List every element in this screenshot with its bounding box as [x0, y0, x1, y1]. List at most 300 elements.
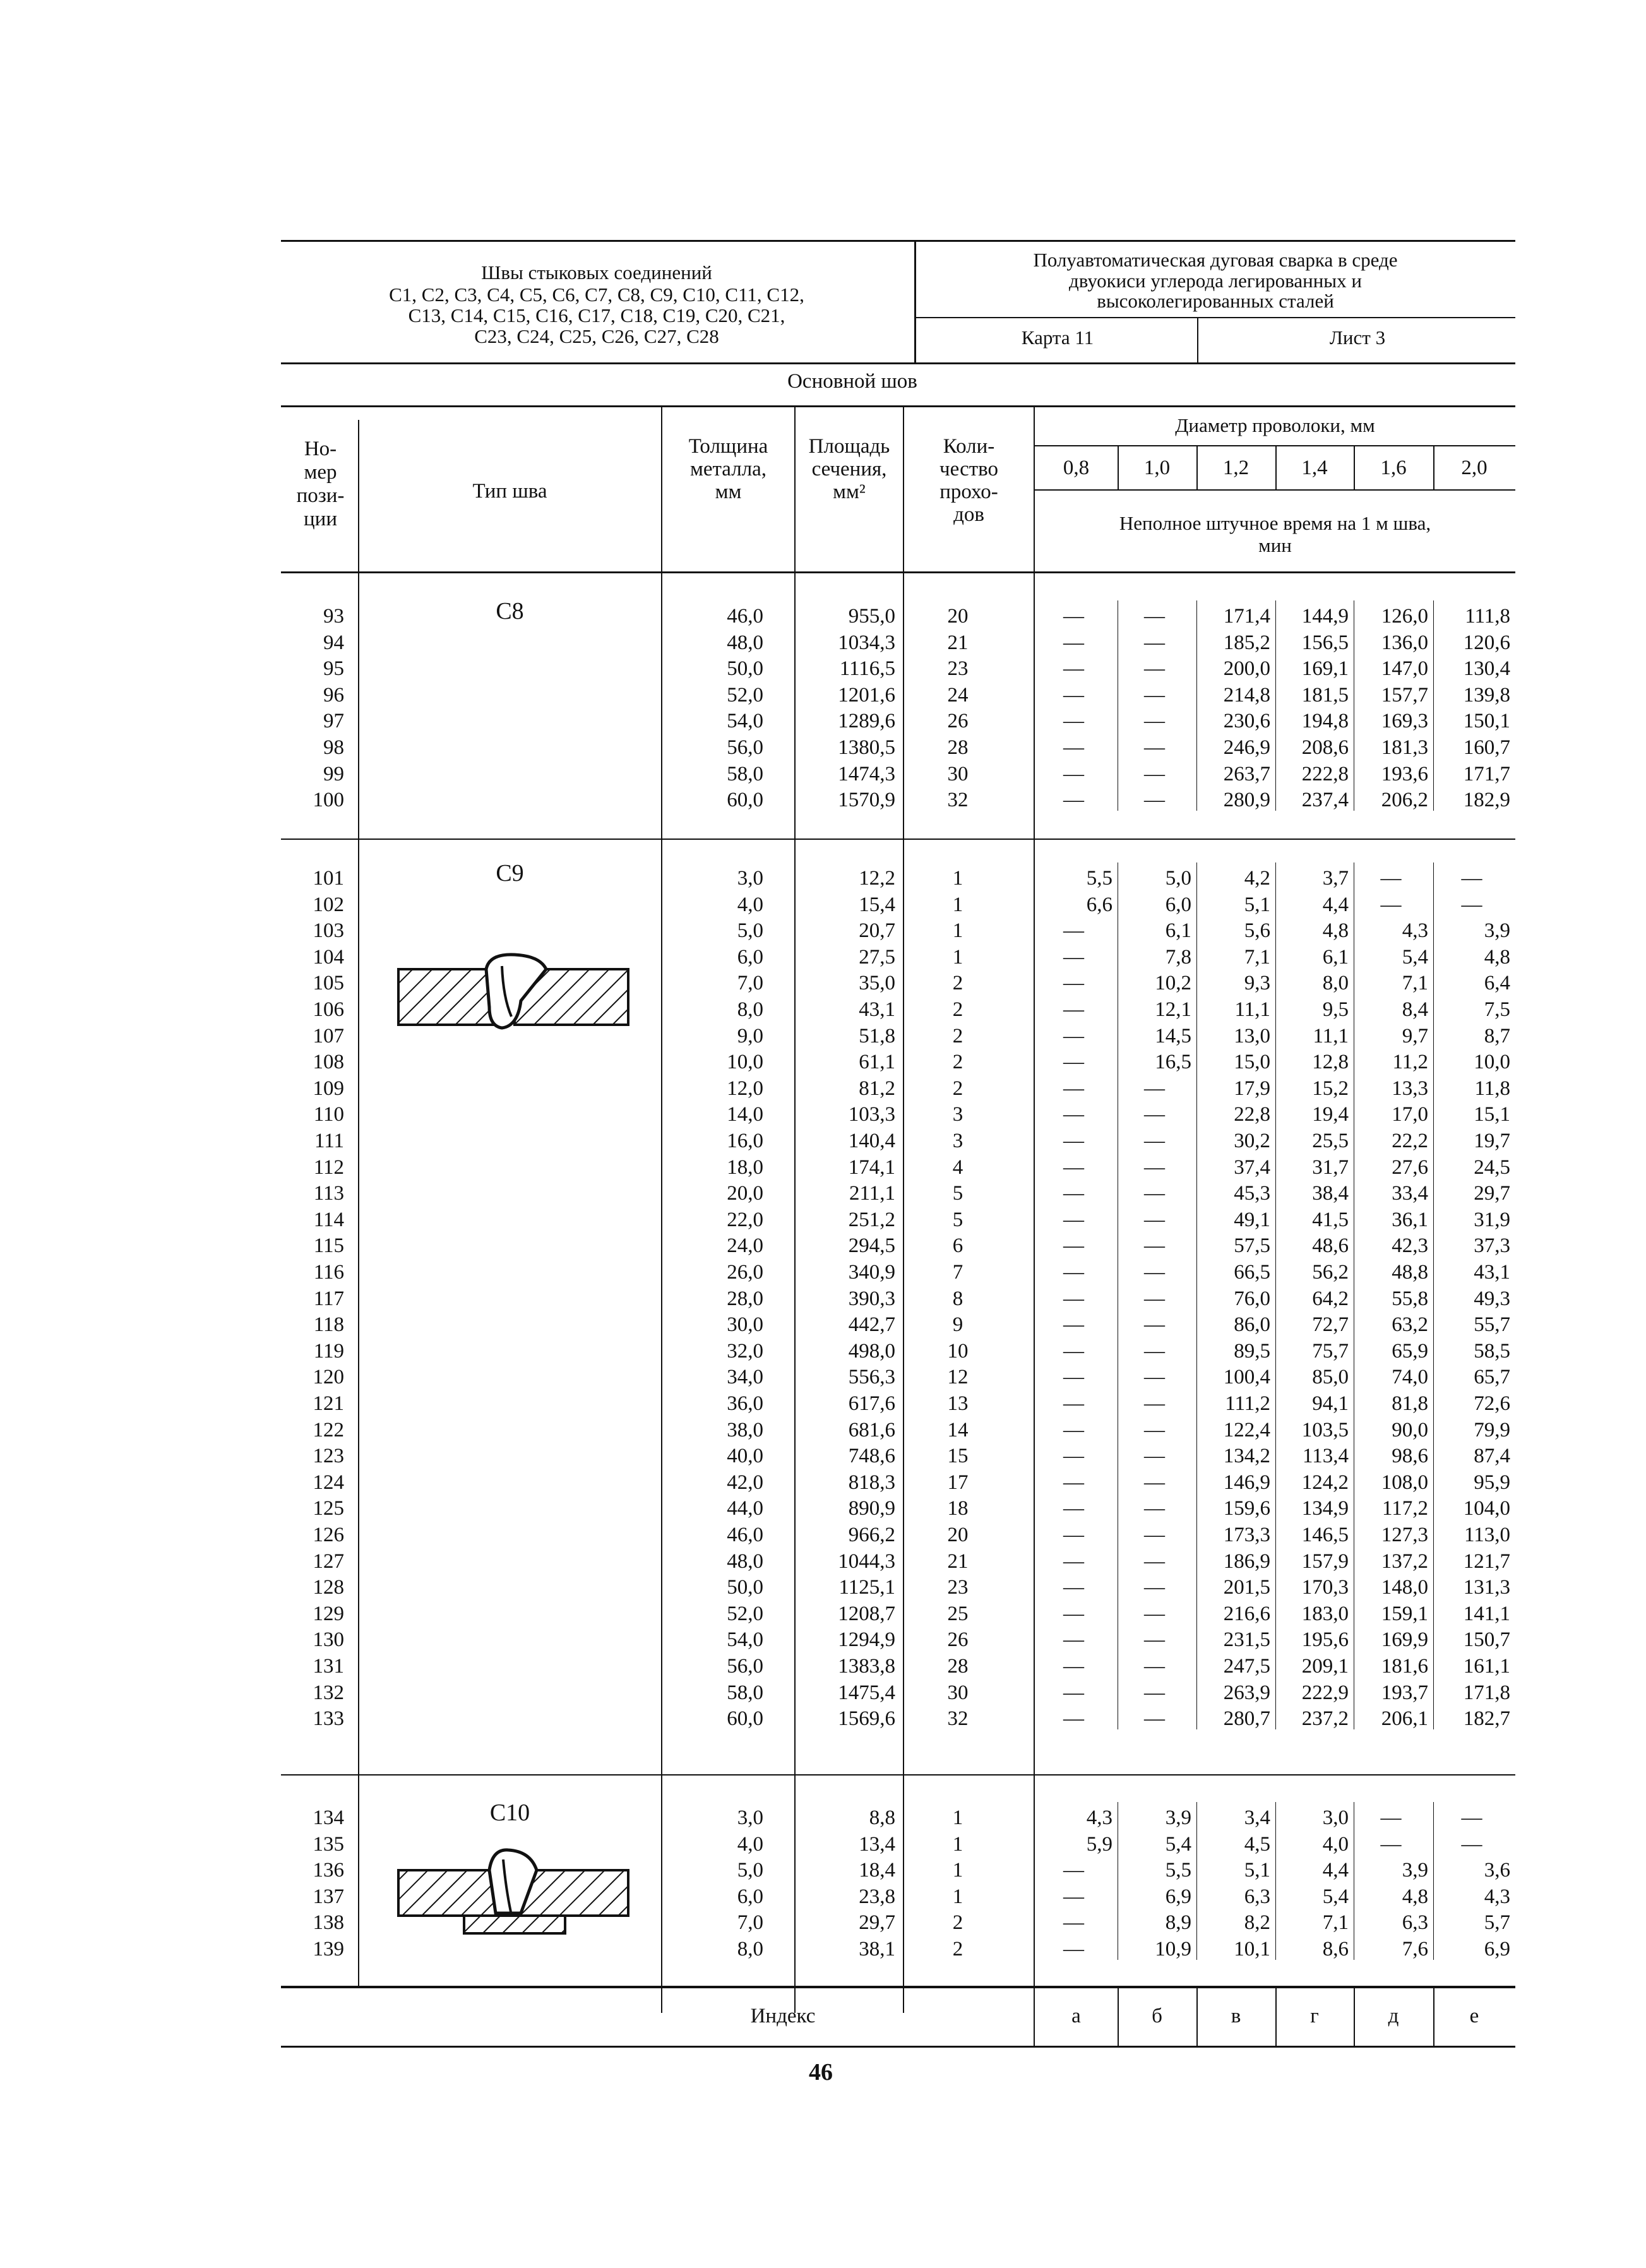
time-cell: — [1144, 1707, 1165, 1730]
thickness-cell: 16,0 [727, 1130, 763, 1152]
area-cell: 35,0 [859, 972, 895, 994]
time-cell: 150,1 [1463, 710, 1510, 732]
time-cell: 195,6 [1301, 1628, 1349, 1651]
index-value: г [1310, 2005, 1319, 2027]
time-cell: 5,4 [1402, 946, 1428, 969]
seam-type-label: С8 [496, 598, 524, 624]
time-divider [1196, 600, 1197, 811]
time-cell: 7,1 [1244, 946, 1270, 969]
area-cell: 442,7 [848, 1313, 895, 1336]
area-cell: 43,1 [859, 998, 895, 1021]
thickness-cell: 58,0 [727, 763, 763, 785]
header-thickness-2: металла, [689, 458, 767, 480]
time-cell: — [1063, 1707, 1084, 1730]
position-cell: 93 [323, 605, 344, 628]
time-cell: 15,2 [1312, 1077, 1349, 1100]
time-cell: 201,5 [1223, 1576, 1270, 1599]
time-cell: 45,3 [1234, 1182, 1270, 1205]
time-cell: — [1144, 1366, 1165, 1388]
diameter-value: 2,0 [1461, 457, 1488, 479]
thickness-cell: 5,0 [737, 919, 763, 942]
time-cell: 3,4 [1244, 1806, 1270, 1829]
thickness-cell: 3,0 [737, 1806, 763, 1829]
time-cell: 10,2 [1155, 972, 1191, 994]
time-cell: 37,3 [1474, 1234, 1510, 1257]
time-cell: 4,3 [1086, 1806, 1112, 1829]
diameter-values-rule [1035, 489, 1515, 491]
time-cell: 48,6 [1312, 1234, 1349, 1257]
time-cell: 95,9 [1474, 1471, 1510, 1494]
area-cell: 61,1 [859, 1051, 895, 1073]
thickness-cell: 5,0 [737, 1859, 763, 1882]
time-cell: 7,6 [1402, 1938, 1428, 1961]
position-cell: 97 [323, 710, 344, 732]
passes-cell: 2 [952, 1025, 963, 1047]
time-cell: 57,5 [1234, 1234, 1270, 1257]
time-cell: — [1144, 1445, 1165, 1467]
time-cell: 209,1 [1301, 1655, 1349, 1678]
time-cell: 3,0 [1322, 1806, 1349, 1829]
index-top-rule [281, 1987, 1515, 1988]
time-cell: 117,2 [1381, 1497, 1428, 1520]
area-cell: 51,8 [859, 1025, 895, 1047]
time-cell: 9,3 [1244, 972, 1270, 994]
time-cell: 6,3 [1244, 1885, 1270, 1908]
area-cell: 1208,7 [838, 1603, 895, 1625]
time-cell: 214,8 [1223, 684, 1270, 707]
time-cell: 63,2 [1392, 1313, 1428, 1336]
header-card-divider [1197, 318, 1198, 363]
thickness-cell: 42,0 [727, 1471, 763, 1494]
position-cell: 101 [313, 867, 344, 890]
time-cell: 222,9 [1301, 1681, 1349, 1704]
index-value: а [1071, 2005, 1081, 2027]
time-cell: 10,1 [1234, 1938, 1270, 1961]
time-cell: 161,1 [1463, 1655, 1510, 1678]
time-cell: 200,0 [1223, 657, 1270, 680]
area-cell: 1383,8 [838, 1655, 895, 1678]
time-cell: 11,8 [1474, 1077, 1510, 1100]
header-passes-1: Коли- [943, 435, 995, 458]
time-cell: — [1063, 1628, 1084, 1651]
position-cell: 99 [323, 763, 344, 785]
time-cell: 8,6 [1322, 1938, 1349, 1961]
group-rule-1 [281, 839, 1515, 840]
passes-cell: 1 [952, 946, 963, 969]
time-cell: — [1144, 1156, 1165, 1179]
time-cell: — [1144, 1182, 1165, 1205]
area-cell: 556,3 [848, 1366, 895, 1388]
time-cell: 13,3 [1392, 1077, 1428, 1100]
diameter-value: 1,4 [1301, 457, 1328, 479]
header-card: Карта 11 [1021, 326, 1094, 349]
time-cell: — [1063, 684, 1084, 707]
time-cell: 9,7 [1402, 1025, 1428, 1047]
time-cell: 12,8 [1312, 1051, 1349, 1073]
time-cell: 5,1 [1244, 893, 1270, 916]
time-cell: 159,6 [1223, 1497, 1270, 1520]
time-cell: 55,8 [1392, 1287, 1428, 1310]
position-cell: 137 [313, 1885, 344, 1908]
position-cell: 98 [323, 736, 344, 759]
position-cell: 134 [313, 1806, 344, 1829]
passes-cell: 15 [947, 1445, 969, 1467]
time-cell: 3,7 [1322, 867, 1349, 890]
time-cell: 24,5 [1474, 1156, 1510, 1179]
time-cell: 8,2 [1244, 1911, 1270, 1934]
thickness-cell: 60,0 [727, 789, 763, 811]
time-divider [1196, 1802, 1197, 1960]
col-divider-1 [358, 420, 359, 571]
thickness-cell: 50,0 [727, 1576, 763, 1599]
area-cell: 966,2 [848, 1524, 895, 1546]
thickness-cell: 22,0 [727, 1209, 763, 1231]
time-cell: — [1063, 1366, 1084, 1388]
header-left-title: Швы стыковых соединений [481, 261, 712, 284]
time-cell: 171,7 [1463, 763, 1510, 785]
time-cell: 79,9 [1474, 1419, 1510, 1441]
position-cell: 120 [313, 1366, 344, 1388]
thickness-cell: 44,0 [727, 1497, 763, 1520]
position-cell: 129 [313, 1603, 344, 1625]
position-cell: 136 [313, 1859, 344, 1882]
passes-cell: 2 [952, 1911, 963, 1934]
time-cell: 6,6 [1086, 893, 1112, 916]
position-cell: 113 [313, 1182, 344, 1205]
time-cell: — [1144, 605, 1165, 628]
time-cell: 156,5 [1301, 631, 1349, 654]
area-cell: 617,6 [848, 1392, 895, 1415]
time-cell: — [1063, 1287, 1084, 1310]
position-cell: 126 [313, 1524, 344, 1546]
time-cell: 137,2 [1381, 1550, 1428, 1573]
thickness-cell: 48,0 [727, 631, 763, 654]
time-cell: 8,0 [1322, 972, 1349, 994]
time-cell: 81,8 [1392, 1392, 1428, 1415]
header-area-1: Площадь [808, 435, 890, 458]
area-cell: 13,4 [859, 1833, 895, 1856]
area-cell: 174,1 [848, 1156, 895, 1179]
passes-cell: 25 [947, 1603, 969, 1625]
thickness-cell: 50,0 [727, 657, 763, 680]
time-cell: — [1063, 710, 1084, 732]
passes-cell: 1 [952, 1859, 963, 1882]
time-cell: 87,4 [1474, 1445, 1510, 1467]
time-cell: 17,0 [1392, 1103, 1428, 1126]
position-cell: 108 [313, 1051, 344, 1073]
diameter-value: 0,8 [1063, 457, 1090, 479]
thickness-cell: 38,0 [727, 1419, 763, 1441]
passes-cell: 23 [947, 1576, 969, 1599]
thickness-cell: 28,0 [727, 1287, 763, 1310]
header-time-line-1: Неполное штучное время на 1 м шва, [1119, 512, 1431, 534]
thickness-cell: 34,0 [727, 1366, 763, 1388]
time-cell: 127,3 [1381, 1524, 1428, 1546]
time-cell: 8,9 [1165, 1911, 1191, 1934]
index-divider [1118, 1987, 1119, 2046]
seam-type-label: С10 [489, 1799, 530, 1826]
thickness-cell: 60,0 [727, 1707, 763, 1730]
time-cell: — [1380, 867, 1402, 890]
position-cell: 102 [313, 893, 344, 916]
passes-cell: 1 [952, 893, 963, 916]
index-divider [1354, 1987, 1355, 2046]
time-cell: 113,0 [1464, 1524, 1510, 1546]
time-cell: — [1380, 893, 1402, 916]
header-position-2: мер [304, 461, 337, 484]
area-cell: 1125,1 [838, 1576, 895, 1599]
time-cell: 130,4 [1463, 657, 1510, 680]
time-cell: — [1461, 867, 1482, 890]
time-cell: 11,1 [1313, 1025, 1349, 1047]
time-cell: — [1063, 1077, 1084, 1100]
time-cell: 139,8 [1463, 684, 1510, 707]
area-cell: 955,0 [848, 605, 895, 628]
time-cell: 9,5 [1322, 998, 1349, 1021]
thickness-cell: 4,0 [737, 893, 763, 916]
time-cell: 103,5 [1301, 1419, 1349, 1441]
header-right-line-1: Полуавтоматическая дуговая сварка в среде [1033, 249, 1398, 271]
time-cell: 157,7 [1381, 684, 1428, 707]
diameter-divider [1118, 446, 1119, 489]
time-cell: — [1144, 1419, 1165, 1441]
time-cell: 89,5 [1234, 1340, 1270, 1363]
thickness-cell: 56,0 [727, 736, 763, 759]
passes-cell: 6 [952, 1234, 963, 1257]
time-cell: 131,3 [1463, 1576, 1510, 1599]
diameter-value: 1,6 [1380, 457, 1407, 479]
time-cell: — [1144, 763, 1165, 785]
position-cell: 106 [313, 998, 344, 1021]
time-cell: — [1063, 1156, 1084, 1179]
position-cell: 109 [313, 1077, 344, 1100]
area-cell: 251,2 [848, 1209, 895, 1231]
time-cell: — [1063, 1025, 1084, 1047]
time-cell: — [1063, 1471, 1084, 1494]
time-cell: — [1063, 972, 1084, 994]
time-cell: — [1144, 1209, 1165, 1231]
header-divider-vertical [914, 240, 916, 363]
weld-c9-icon [395, 947, 635, 1036]
table-header-bottom-rule [281, 571, 1515, 573]
thickness-cell: 24,0 [727, 1234, 763, 1257]
area-cell: 1116,5 [839, 657, 895, 680]
time-cell: — [1063, 1392, 1084, 1415]
position-cell: 118 [313, 1313, 344, 1336]
time-cell: 146,9 [1223, 1471, 1270, 1494]
time-cell: — [1144, 1103, 1165, 1126]
time-cell: 17,9 [1234, 1077, 1270, 1100]
passes-cell: 3 [952, 1103, 963, 1126]
area-cell: 1294,9 [838, 1628, 895, 1651]
position-cell: 135 [313, 1833, 344, 1856]
time-cell: 160,7 [1463, 736, 1510, 759]
passes-cell: 9 [952, 1313, 963, 1336]
time-cell: 29,7 [1474, 1182, 1510, 1205]
passes-cell: 7 [952, 1261, 963, 1284]
area-cell: 1474,3 [838, 763, 895, 785]
passes-cell: 1 [952, 919, 963, 942]
header-left-line-2: С13, С14, С15, С16, С17, С18, С19, С20, С21, [408, 304, 785, 326]
area-cell: 681,6 [848, 1419, 895, 1441]
time-cell: — [1144, 710, 1165, 732]
thickness-cell: 56,0 [727, 1655, 763, 1678]
thickness-cell: 6,0 [737, 946, 763, 969]
time-cell: 206,2 [1381, 789, 1428, 811]
time-cell: — [1063, 1859, 1084, 1882]
time-cell: 7,5 [1484, 998, 1510, 1021]
thickness-cell: 40,0 [727, 1445, 763, 1467]
top-rule [281, 240, 1515, 242]
position-cell: 100 [313, 789, 344, 811]
area-cell: 294,5 [848, 1234, 895, 1257]
time-cell: 27,6 [1392, 1156, 1428, 1179]
area-cell: 498,0 [848, 1340, 895, 1363]
area-cell: 12,2 [859, 867, 895, 890]
thickness-cell: 46,0 [727, 605, 763, 628]
index-value: д [1388, 2005, 1399, 2027]
time-cell: 3,9 [1165, 1806, 1191, 1829]
time-cell: 111,2 [1225, 1392, 1270, 1415]
time-cell: — [1063, 763, 1084, 785]
area-cell: 818,3 [848, 1471, 895, 1494]
passes-cell: 17 [947, 1471, 969, 1494]
time-cell: 157,9 [1301, 1550, 1349, 1573]
time-cell: 33,4 [1392, 1182, 1428, 1205]
time-cell: 7,1 [1322, 1911, 1349, 1934]
position-cell: 133 [313, 1707, 344, 1730]
thickness-cell: 54,0 [727, 1628, 763, 1651]
passes-cell: 2 [952, 1938, 963, 1961]
header-seam-type: Тип шва [472, 480, 547, 503]
body-divider-1 [358, 573, 359, 1988]
time-cell: 150,7 [1463, 1628, 1510, 1651]
time-cell: 230,6 [1223, 710, 1270, 732]
time-cell: — [1063, 1938, 1084, 1961]
time-cell: 104,0 [1463, 1497, 1510, 1520]
header-left-line-3: С23, С24, С25, С26, С27, С28 [474, 325, 719, 347]
index-divider [1433, 1987, 1434, 2046]
time-cell: 6,9 [1165, 1885, 1191, 1908]
thickness-cell: 52,0 [727, 1603, 763, 1625]
thickness-cell: 12,0 [727, 1077, 763, 1100]
passes-cell: 30 [947, 1681, 969, 1704]
thickness-cell: 58,0 [727, 1681, 763, 1704]
passes-cell: 14 [947, 1419, 969, 1441]
area-cell: 8,8 [869, 1806, 895, 1829]
time-cell: — [1063, 736, 1084, 759]
time-cell: 4,5 [1244, 1833, 1270, 1856]
time-cell: — [1144, 631, 1165, 654]
time-cell: 13,0 [1234, 1025, 1270, 1047]
time-cell: 22,2 [1392, 1130, 1428, 1152]
time-cell: — [1144, 789, 1165, 811]
time-cell: 134,9 [1301, 1497, 1349, 1520]
time-cell: — [1063, 657, 1084, 680]
time-divider [1433, 600, 1434, 811]
time-cell: 5,1 [1244, 1859, 1270, 1882]
position-cell: 105 [313, 972, 344, 994]
time-cell: 169,1 [1301, 657, 1349, 680]
time-cell: 4,8 [1322, 919, 1349, 942]
passes-cell: 23 [947, 657, 969, 680]
time-cell: 16,5 [1155, 1051, 1191, 1073]
time-cell: — [1063, 605, 1084, 628]
time-cell: 66,5 [1234, 1261, 1270, 1284]
time-cell: 31,9 [1474, 1209, 1510, 1231]
time-cell: 206,1 [1381, 1707, 1428, 1730]
passes-cell: 1 [952, 867, 963, 890]
passes-cell: 28 [947, 736, 969, 759]
header-time-line-2: мин [1258, 534, 1292, 556]
thickness-cell: 8,0 [737, 998, 763, 1021]
passes-cell: 13 [947, 1392, 969, 1415]
time-cell: — [1063, 1103, 1084, 1126]
passes-cell: 1 [952, 1885, 963, 1908]
position-cell: 114 [313, 1209, 344, 1231]
area-cell: 38,1 [859, 1938, 895, 1961]
thickness-cell: 36,0 [727, 1392, 763, 1415]
passes-cell: 5 [952, 1182, 963, 1205]
time-cell: 246,9 [1223, 736, 1270, 759]
time-cell: — [1063, 1524, 1084, 1546]
diameter-divider [1354, 446, 1355, 489]
time-cell: — [1063, 919, 1084, 942]
time-cell: 263,7 [1223, 763, 1270, 785]
time-cell: 10,0 [1474, 1051, 1510, 1073]
time-cell: — [1144, 1392, 1165, 1415]
time-cell: — [1144, 1628, 1165, 1651]
index-divider [1196, 1987, 1198, 2046]
position-cell: 103 [313, 919, 344, 942]
passes-cell: 30 [947, 763, 969, 785]
thickness-cell: 8,0 [737, 1938, 763, 1961]
time-cell: 10,9 [1155, 1938, 1191, 1961]
position-cell: 111 [314, 1130, 344, 1152]
group-rule-2 [281, 1774, 1515, 1776]
thickness-cell: 46,0 [727, 1524, 763, 1546]
table-top-rule [281, 405, 1515, 407]
time-cell: 171,4 [1223, 605, 1270, 628]
time-cell: 49,3 [1474, 1287, 1510, 1310]
time-cell: 169,9 [1381, 1628, 1428, 1651]
time-cell: 72,7 [1312, 1313, 1349, 1336]
time-cell: 6,9 [1484, 1938, 1510, 1961]
time-cell: 4,4 [1322, 1859, 1349, 1882]
time-cell: 171,8 [1463, 1681, 1510, 1704]
time-cell: 42,3 [1392, 1234, 1428, 1257]
time-cell: 146,5 [1301, 1524, 1349, 1546]
time-cell: 19,4 [1312, 1103, 1349, 1126]
passes-cell: 3 [952, 1130, 963, 1152]
time-cell: 169,3 [1381, 710, 1428, 732]
area-cell: 211,1 [849, 1182, 895, 1205]
time-cell: 148,0 [1381, 1576, 1428, 1599]
position-cell: 96 [323, 684, 344, 707]
time-cell: — [1063, 998, 1084, 1021]
time-cell: 55,7 [1474, 1313, 1510, 1336]
position-cell: 123 [313, 1445, 344, 1467]
time-cell: — [1144, 1234, 1165, 1257]
passes-cell: 32 [947, 789, 969, 811]
time-cell: — [1144, 1471, 1165, 1494]
position-cell: 127 [313, 1550, 344, 1573]
time-cell: 4,0 [1322, 1833, 1349, 1856]
time-cell: 186,9 [1223, 1550, 1270, 1573]
time-cell: — [1144, 1340, 1165, 1363]
passes-cell: 26 [947, 710, 969, 732]
time-cell: — [1063, 1497, 1084, 1520]
